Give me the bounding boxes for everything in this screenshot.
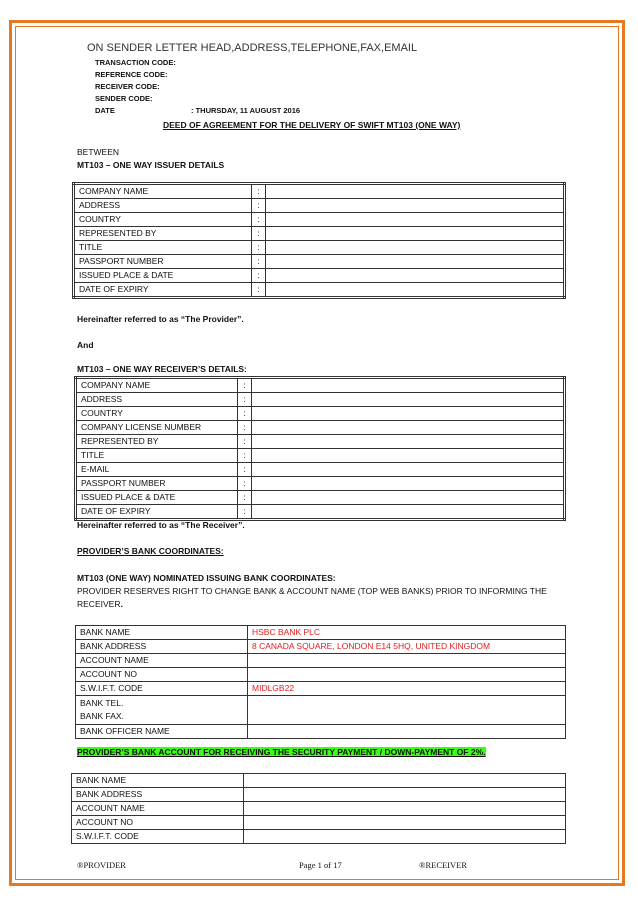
receiver-details-table [74, 376, 566, 521]
issuer-colon: : [252, 255, 266, 269]
receiver-label: COMPANY LICENSE NUMBER [76, 421, 238, 435]
bank-label: BANK ADDRESS [76, 640, 248, 654]
receiver-label: DATE OF EXPIRY [76, 505, 238, 520]
reserves-text-line2 [77, 599, 123, 609]
issuer-label: DATE OF EXPIRY [74, 283, 252, 298]
receiver-code-label: RECEIVER CODE: [95, 82, 160, 91]
security-row [72, 830, 566, 844]
footer-page-number: Page 1 of 17 [299, 860, 342, 870]
receiver-colon: : [238, 407, 252, 421]
security-value [244, 816, 566, 830]
receiver-heading: MT103 – ONE WAY RECEIVER’S DETAILS: [77, 364, 247, 374]
issuer-row [74, 227, 565, 241]
receiver-label: ADDRESS [76, 393, 238, 407]
bank-fax-label: BANK FAX. [80, 711, 124, 721]
receiver-colon: : [238, 378, 252, 393]
receiver-colon: : [238, 449, 252, 463]
receiver-row [76, 505, 565, 520]
issuer-label: COMPANY NAME [74, 184, 252, 199]
receiver-label: E-MAIL [76, 463, 238, 477]
bank-row [76, 626, 566, 640]
security-payment-heading [77, 747, 486, 757]
bank-row [76, 640, 566, 654]
issuer-value [266, 213, 565, 227]
bank-label: S.W.I.F.T. CODE [76, 682, 248, 696]
receiver-value [252, 421, 565, 435]
issuer-row [74, 241, 565, 255]
bank-label: BANK OFFICER NAME [76, 725, 248, 739]
issuer-row [74, 199, 565, 213]
between-text: BETWEEN [77, 147, 120, 157]
issuer-colon: : [252, 283, 266, 298]
issuer-value [266, 283, 565, 298]
issuer-row [74, 255, 565, 269]
security-payment-heading-text: PROVIDER’S BANK ACCOUNT FOR RECEIVING THE SECURITY PAYMENT / DOWN-PAYMENT OF 2%. [77, 747, 486, 757]
security-row [72, 816, 566, 830]
date-label: DATE [95, 106, 115, 115]
receiver-value [252, 407, 565, 421]
issuer-heading: MT103 – ONE WAY ISSUER DETAILS [77, 160, 225, 170]
receiver-label: COUNTRY [76, 407, 238, 421]
provider-reference-text: Hereinafter referred to as “The Provider”. [77, 314, 244, 324]
deed-title: DEED OF AGREEMENT FOR THE DELIVERY OF SWIFT MT103 (ONE WAY) [163, 120, 461, 130]
letterhead-placeholder: ON SENDER LETTER HEAD,ADDRESS,TELEPHONE,FAX,EMAIL [87, 42, 418, 54]
receiver-value [252, 393, 565, 407]
receiver-label: PASSPORT NUMBER [76, 477, 238, 491]
issuer-label: COUNTRY [74, 213, 252, 227]
security-row [72, 774, 566, 788]
receiver-row [76, 491, 565, 505]
receiver-value [252, 491, 565, 505]
nominated-bank-heading: MT103 (ONE WAY) NOMINATED ISSUING BANK COORDINATES: [77, 573, 336, 583]
issuer-row [74, 283, 565, 298]
receiver-row [76, 393, 565, 407]
reserves-text-line1: PROVIDER RESERVES RIGHT TO CHANGE BANK & ACCOUNT NAME (TOP WEB BANKS) PRIOR TO INFORMING THE [77, 586, 547, 596]
security-label: ACCOUNT NO [72, 816, 244, 830]
receiver-label: ISSUED PLACE & DATE [76, 491, 238, 505]
receiver-colon: : [238, 463, 252, 477]
receiver-value [252, 378, 565, 393]
receiver-value [252, 435, 565, 449]
security-label: BANK NAME [72, 774, 244, 788]
security-value [244, 788, 566, 802]
bank-value: MIDLGB22 [248, 682, 566, 696]
issuer-colon: : [252, 269, 266, 283]
issuer-value [266, 269, 565, 283]
bank-label: ACCOUNT NAME [76, 654, 248, 668]
receiver-value [252, 505, 565, 520]
issuer-value [266, 241, 565, 255]
security-label: ACCOUNT NAME [72, 802, 244, 816]
issuer-colon: : [252, 213, 266, 227]
receiver-label: COMPANY NAME [76, 378, 238, 393]
and-text: And [77, 340, 94, 350]
receiver-row [76, 421, 565, 435]
receiver-row [76, 477, 565, 491]
reserves-receiver-word: RECEIVER [77, 599, 121, 609]
issuer-row [74, 269, 565, 283]
bank-tel-label: BANK TEL. [80, 698, 124, 708]
reference-code-label: REFERENCE CODE: [95, 70, 168, 79]
transaction-code-label: TRANSACTION CODE: [95, 58, 176, 67]
security-row [72, 788, 566, 802]
receiver-value [252, 449, 565, 463]
bank-row [76, 696, 566, 725]
receiver-row [76, 378, 565, 393]
issuer-value [266, 184, 565, 199]
receiver-colon: : [238, 435, 252, 449]
bank-row [76, 682, 566, 696]
bank-value: 8 CANADA SQUARE, LONDON E14 5HQ, UNITED KINGDOM [248, 640, 566, 654]
bank-row [76, 654, 566, 668]
receiver-colon: : [238, 505, 252, 520]
bank-tel-fax-label [76, 696, 248, 725]
bank-value [248, 654, 566, 668]
receiver-colon: : [238, 393, 252, 407]
security-value [244, 802, 566, 816]
bank-value [248, 725, 566, 739]
issuer-label: REPRESENTED BY [74, 227, 252, 241]
security-value [244, 830, 566, 844]
bank-label: BANK NAME [76, 626, 248, 640]
receiver-row [76, 435, 565, 449]
receiver-row [76, 463, 565, 477]
issuer-row [74, 213, 565, 227]
bank-row [76, 725, 566, 739]
security-payment-table [71, 773, 566, 844]
issuer-value [266, 199, 565, 213]
issuer-colon: : [252, 241, 266, 255]
issuer-label: ISSUED PLACE & DATE [74, 269, 252, 283]
security-value [244, 774, 566, 788]
issuer-details-table [72, 182, 566, 299]
receiver-label: REPRESENTED BY [76, 435, 238, 449]
bank-row [76, 668, 566, 682]
security-label: S.W.I.F.T. CODE [72, 830, 244, 844]
security-row [72, 802, 566, 816]
receiver-reference-text: Hereinafter referred to as “The Receiver”. [77, 520, 245, 530]
sender-code-label: SENDER CODE: [95, 94, 153, 103]
bank-label: ACCOUNT NO [76, 668, 248, 682]
receiver-label: TITLE [76, 449, 238, 463]
issuer-label: PASSPORT NUMBER [74, 255, 252, 269]
receiver-colon: : [238, 491, 252, 505]
issuer-value [266, 255, 565, 269]
receiver-row [76, 449, 565, 463]
issuer-value [266, 227, 565, 241]
issuer-label: TITLE [74, 241, 252, 255]
footer-receiver: ®RECEIVER [419, 860, 468, 870]
receiver-colon: : [238, 421, 252, 435]
date-value: : THURSDAY, 11 AUGUST 2016 [191, 106, 301, 115]
security-label: BANK ADDRESS [72, 788, 244, 802]
provider-bank-heading: PROVIDER’S BANK COORDINATES: [77, 546, 224, 556]
bank-value [248, 668, 566, 682]
receiver-row [76, 407, 565, 421]
issuer-row [74, 184, 565, 199]
reserves-period: . [120, 599, 123, 609]
issuer-colon: : [252, 199, 266, 213]
bank-value [248, 696, 566, 725]
bank-value: HSBC BANK PLC [248, 626, 566, 640]
receiver-value [252, 463, 565, 477]
issuer-label: ADDRESS [74, 199, 252, 213]
footer-provider: ®PROVIDER [77, 860, 126, 870]
receiver-value [252, 477, 565, 491]
issuer-colon: : [252, 184, 266, 199]
nominated-bank-table [75, 625, 566, 739]
issuer-colon: : [252, 227, 266, 241]
receiver-colon: : [238, 477, 252, 491]
